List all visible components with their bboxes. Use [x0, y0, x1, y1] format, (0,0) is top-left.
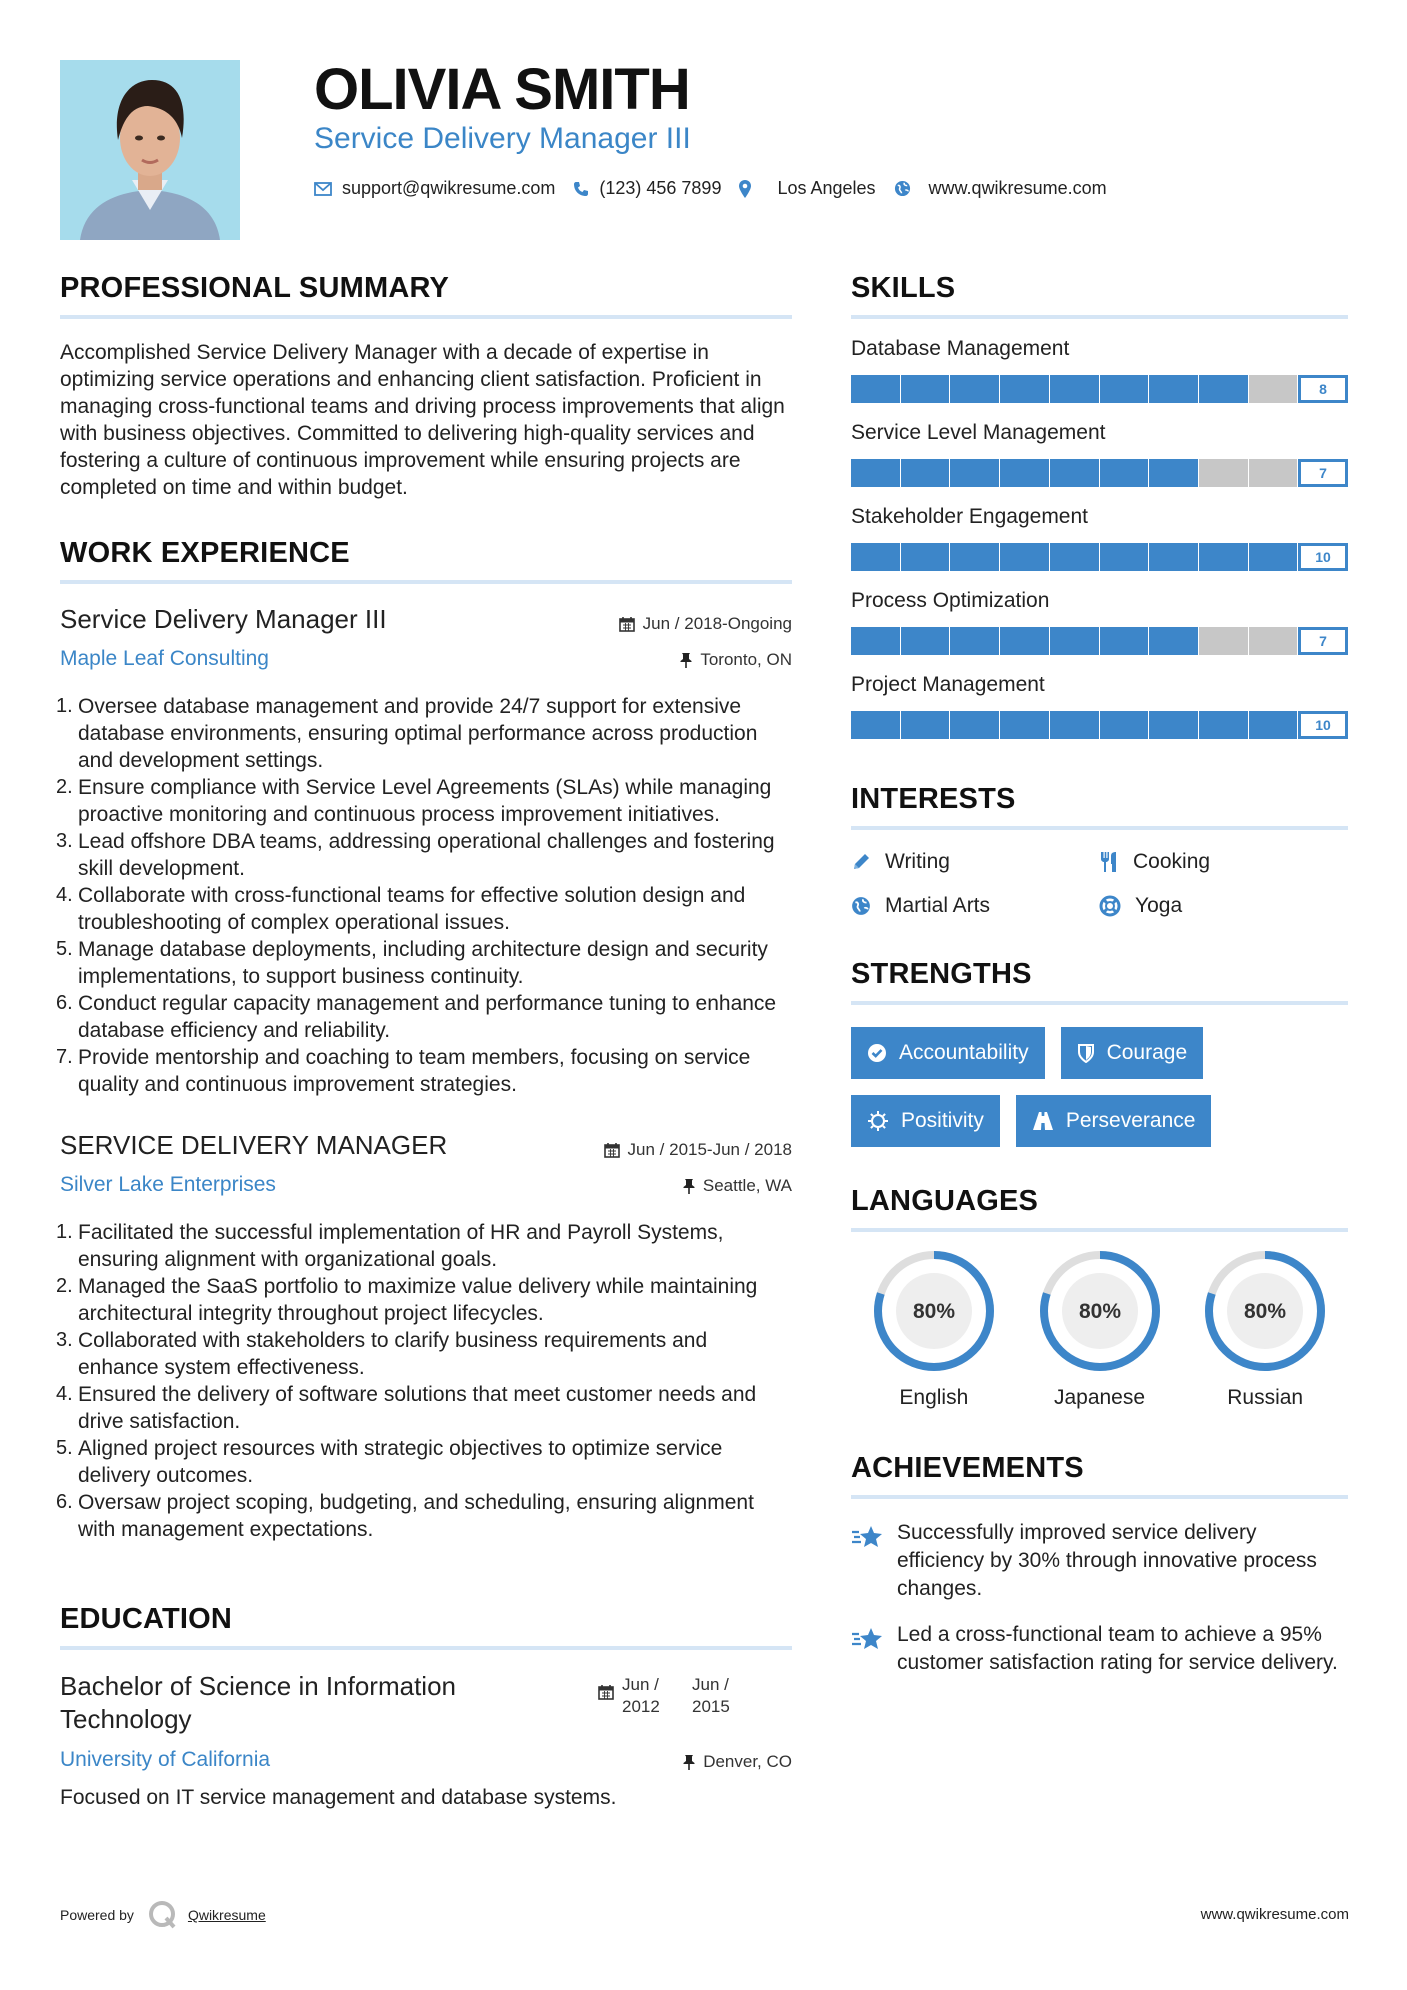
- skill-value: 7: [1298, 459, 1348, 487]
- footer-url[interactable]: www.qwikresume.com: [1200, 1906, 1349, 1923]
- skill-segment: [851, 459, 900, 487]
- email-text: support@qwikresume.com: [342, 178, 556, 198]
- skill-bar: [851, 711, 1348, 739]
- interest-item: [851, 850, 1099, 874]
- skills-list: [851, 337, 1348, 739]
- language-ring: [1204, 1250, 1326, 1372]
- utensils-icon: [1099, 851, 1119, 873]
- skill-segment: [950, 543, 999, 571]
- languages-heading: LANGUAGES: [851, 1185, 1348, 1232]
- footer-powered-by: [60, 1900, 266, 1930]
- skill-name: Process Optimization: [851, 589, 1050, 612]
- skill-segment: [1249, 711, 1298, 739]
- envelope-icon: [314, 182, 332, 196]
- phone-text: (123) 456 7899: [599, 178, 722, 198]
- job-bullet: Managed the SaaS portfolio to maximize value delivery while maintaining architectural integrity throughout project lifecycles.: [78, 1275, 758, 1325]
- skill-name: Project Management: [851, 673, 1045, 696]
- job-bullets: [60, 693, 792, 1098]
- job-location-text: Toronto, ON: [700, 650, 792, 669]
- job-date-text: Jun / 2015-Jun / 2018: [627, 1140, 792, 1159]
- strength-label: Accountability: [899, 1041, 1029, 1064]
- skill-segment: [1149, 711, 1198, 739]
- skill-segment: [851, 543, 900, 571]
- road-icon: [1032, 1111, 1054, 1131]
- job-bullets: [60, 1219, 792, 1543]
- skill-segment: [851, 627, 900, 655]
- skill-segment: [851, 711, 900, 739]
- contact-website[interactable]: [894, 178, 1107, 199]
- globe-icon: [851, 896, 871, 916]
- language-item: [1017, 1250, 1183, 1410]
- skill-segment: [1100, 375, 1149, 403]
- skill-segment: [1149, 459, 1198, 487]
- language-item: [851, 1250, 1017, 1410]
- job-entry: [60, 604, 792, 1098]
- language-ring: [1039, 1250, 1161, 1372]
- skill-segment: [1249, 375, 1298, 403]
- edu-school: University of California: [60, 1748, 271, 1771]
- language-name: Russian: [1227, 1386, 1304, 1409]
- language-name: Japanese: [1053, 1386, 1146, 1409]
- skill-segment: [1199, 627, 1248, 655]
- contact-location: [739, 178, 875, 199]
- skill-segment: [1000, 711, 1049, 739]
- strength-chip: [1061, 1027, 1204, 1079]
- job-bullet: Ensured the delivery of software solutions that meet customer needs and drive satisfaction.: [78, 1383, 757, 1433]
- interest-item: [1099, 850, 1347, 874]
- job-bullet: Collaborated with stakeholders to clarify business requirements and enhance system effectiveness.: [78, 1329, 708, 1379]
- skill-segment: [901, 375, 950, 403]
- job-title: SERVICE DELIVERY MANAGER: [60, 1130, 448, 1160]
- skill-item: [851, 421, 1348, 487]
- job-bullet: Lead offshore DBA teams, addressing operational challenges and fostering skill development.: [78, 830, 775, 880]
- language-percent: 80%: [912, 1300, 955, 1323]
- job-bullet: Oversee database management and provide 24/7 support for extensive database environments, ensuring optimal performance across production and development settings.: [78, 695, 758, 772]
- qwikresume-link[interactable]: Qwikresume: [187, 1907, 266, 1923]
- experience-heading: WORK EXPERIENCE: [60, 537, 792, 584]
- skill-segment: [950, 711, 999, 739]
- summary-heading: PROFESSIONAL SUMMARY: [60, 272, 792, 319]
- summary-text: Accomplished Service Delivery Manager with a decade of expertise in optimizing service operations and enhancing client satisfaction. Proficient in managing cross-functional teams and driving process improvements that align with business objectives. Committed to delivering high-quality services and fostering a culture of continuous improvement while ensuring projects are completed on time and within budget.: [60, 341, 785, 499]
- strength-chip: [1016, 1095, 1212, 1147]
- check-circle-icon: [867, 1043, 887, 1063]
- candidate-role: Service Delivery Manager III: [314, 122, 691, 155]
- skill-value: 8: [1298, 375, 1348, 403]
- skill-segment: [1050, 459, 1099, 487]
- skill-item: [851, 589, 1348, 655]
- phone-icon: [573, 181, 589, 197]
- lifebuoy-icon: [1099, 895, 1121, 917]
- skill-bar: [851, 543, 1348, 571]
- edu-date: [598, 1674, 762, 1718]
- job-company: Silver Lake Enterprises: [60, 1173, 276, 1196]
- skill-segment: [1199, 459, 1248, 487]
- strength-chip: [851, 1027, 1045, 1079]
- strength-label: Courage: [1106, 1041, 1188, 1064]
- skill-segment: [1100, 459, 1149, 487]
- skill-bar: [851, 627, 1348, 655]
- skill-segment: [1050, 711, 1099, 739]
- skill-segment: [1000, 543, 1049, 571]
- education-entry: [60, 1670, 792, 1810]
- skill-value: 7: [1298, 627, 1348, 655]
- pin-icon: [683, 1754, 695, 1770]
- skill-segment: [1000, 375, 1049, 403]
- job-bullet: Manage database deployments, including architecture design and security implementations, to support business continuity.: [78, 938, 768, 988]
- interest-item: [1099, 894, 1347, 918]
- interest-label: Cooking: [1133, 850, 1211, 873]
- interest-label: Martial Arts: [885, 894, 991, 917]
- skill-item: [851, 337, 1348, 403]
- contact-email[interactable]: [314, 178, 555, 199]
- job-entry: [60, 1130, 792, 1543]
- job-bullet: Conduct regular capacity management and performance tuning to enhance database efficiency and reliability.: [78, 992, 777, 1042]
- achievement-text: Led a cross-functional team to achieve a 95% customer satisfaction rating for service delivery.: [897, 1623, 1338, 1674]
- strength-chip: [851, 1095, 1000, 1147]
- skill-item: [851, 673, 1348, 739]
- skill-name: Stakeholder Engagement: [851, 505, 1088, 528]
- strength-label: Perseverance: [1065, 1109, 1196, 1132]
- contact-phone[interactable]: [573, 178, 721, 199]
- skill-segment: [1050, 375, 1099, 403]
- skill-segment: [1100, 711, 1149, 739]
- achievement-item: [851, 1519, 1348, 1603]
- left-column: [60, 272, 792, 1810]
- skill-value: 10: [1298, 711, 1348, 739]
- skill-segment: [851, 375, 900, 403]
- job-bullet: Oversaw project scoping, budgeting, and scheduling, ensuring alignment with management expectations.: [78, 1491, 754, 1541]
- strengths-heading: STRENGTHS: [851, 958, 1348, 1005]
- skill-segment: [1199, 543, 1248, 571]
- right-column: [851, 272, 1348, 1677]
- job-company: Maple Leaf Consulting: [60, 647, 269, 670]
- skill-segment: [1050, 543, 1099, 571]
- skill-bar: [851, 459, 1348, 487]
- skill-name: Service Level Management: [851, 421, 1106, 444]
- interest-label: Writing: [885, 850, 950, 873]
- pin-icon: [683, 1178, 695, 1194]
- sun-icon: [867, 1110, 889, 1132]
- skill-segment: [1249, 543, 1298, 571]
- website-text: www.qwikresume.com: [928, 178, 1107, 198]
- job-title: Service Delivery Manager III: [60, 604, 387, 634]
- skill-segment: [950, 627, 999, 655]
- job-date: [619, 614, 792, 634]
- job-bullet: Provide mentorship and coaching to team members, focusing on service quality and continuous improvement strategies.: [78, 1046, 751, 1096]
- skill-segment: [950, 459, 999, 487]
- skill-segment: [1100, 627, 1149, 655]
- skill-value: 10: [1298, 543, 1348, 571]
- edu-location-text: Denver, CO: [703, 1752, 792, 1771]
- job-bullet: Ensure compliance with Service Level Agreements (SLAs) while managing proactive monitoring and continuous process improvement initiatives.: [78, 776, 772, 826]
- job-location: [680, 650, 792, 670]
- edu-degree: Bachelor of Science in Information Technology: [60, 1671, 456, 1734]
- skill-segment: [1000, 459, 1049, 487]
- globe-icon: [894, 180, 911, 197]
- calendar-icon: [619, 616, 635, 632]
- interests-heading: INTERESTS: [851, 783, 1348, 830]
- skill-segment: [901, 543, 950, 571]
- languages-list: [851, 1250, 1348, 1410]
- strength-label: Positivity: [901, 1109, 984, 1132]
- skill-segment: [1249, 459, 1298, 487]
- achievements-list: [851, 1519, 1348, 1677]
- calendar-icon: [598, 1684, 614, 1700]
- location-text: Los Angeles: [777, 178, 876, 198]
- skill-segment: [901, 459, 950, 487]
- skills-heading: SKILLS: [851, 272, 1348, 319]
- map-marker-icon: [739, 180, 751, 198]
- skill-segment: [901, 711, 950, 739]
- language-item: [1182, 1250, 1348, 1410]
- powered-by-text: Powered by: [60, 1907, 134, 1923]
- pencil-icon: [851, 852, 871, 872]
- edu-description: Focused on IT service management and database systems.: [60, 1786, 617, 1809]
- language-percent: 80%: [1078, 1300, 1121, 1323]
- calendar-icon: [604, 1142, 620, 1158]
- shield-icon: [1077, 1043, 1095, 1063]
- interest-item: [851, 894, 1099, 918]
- qwikresume-logo-icon: [148, 1900, 178, 1930]
- education-heading: EDUCATION: [60, 1603, 792, 1650]
- edu-date-start: Jun / 2012: [622, 1675, 660, 1716]
- skill-bar: [851, 375, 1348, 403]
- job-date-text: Jun / 2018-Ongoing: [642, 614, 792, 633]
- job-bullet: Collaborate with cross-functional teams for effective solution design and troubleshooting of complex operational issues.: [78, 884, 746, 934]
- job-date: [604, 1140, 792, 1160]
- skill-segment: [1149, 375, 1198, 403]
- contact-row: [314, 178, 1125, 199]
- language-ring: [873, 1250, 995, 1372]
- pin-icon: [680, 652, 692, 668]
- skill-segment: [950, 375, 999, 403]
- job-location: [683, 1176, 792, 1196]
- achievements-heading: ACHIEVEMENTS: [851, 1452, 1348, 1499]
- job-bullet: Facilitated the successful implementation of HR and Payroll Systems, ensuring alignment with organizational goals.: [78, 1221, 724, 1271]
- skill-segment: [1050, 627, 1099, 655]
- job-bullet: Aligned project resources with strategic objectives to optimize service delivery outcomes.: [78, 1437, 723, 1487]
- achievement-item: [851, 1621, 1348, 1677]
- achievement-text: Successfully improved service delivery efficiency by 30% through innovative process changes.: [897, 1521, 1317, 1600]
- interests-list: [851, 850, 1348, 918]
- language-name: English: [899, 1386, 969, 1409]
- skill-segment: [901, 627, 950, 655]
- skill-segment: [1149, 543, 1198, 571]
- skill-segment: [1100, 543, 1149, 571]
- skill-segment: [1000, 627, 1049, 655]
- job-location-text: Seattle, WA: [702, 1176, 792, 1195]
- skill-name: Database Management: [851, 337, 1070, 360]
- shooting-star-icon: [851, 1625, 885, 1653]
- skill-item: [851, 505, 1348, 571]
- edu-date-end: Jun / 2015: [692, 1675, 730, 1716]
- skill-segment: [1199, 711, 1248, 739]
- skill-segment: [1199, 375, 1248, 403]
- skill-segment: [1249, 627, 1298, 655]
- candidate-name: OLIVIA SMITH: [314, 57, 690, 122]
- profile-photo: [60, 60, 240, 240]
- interest-label: Yoga: [1135, 894, 1183, 917]
- shooting-star-icon: [851, 1523, 885, 1551]
- skill-segment: [1149, 627, 1198, 655]
- language-percent: 80%: [1244, 1300, 1287, 1323]
- edu-location: [683, 1752, 792, 1772]
- strengths-list: [851, 1027, 1348, 1147]
